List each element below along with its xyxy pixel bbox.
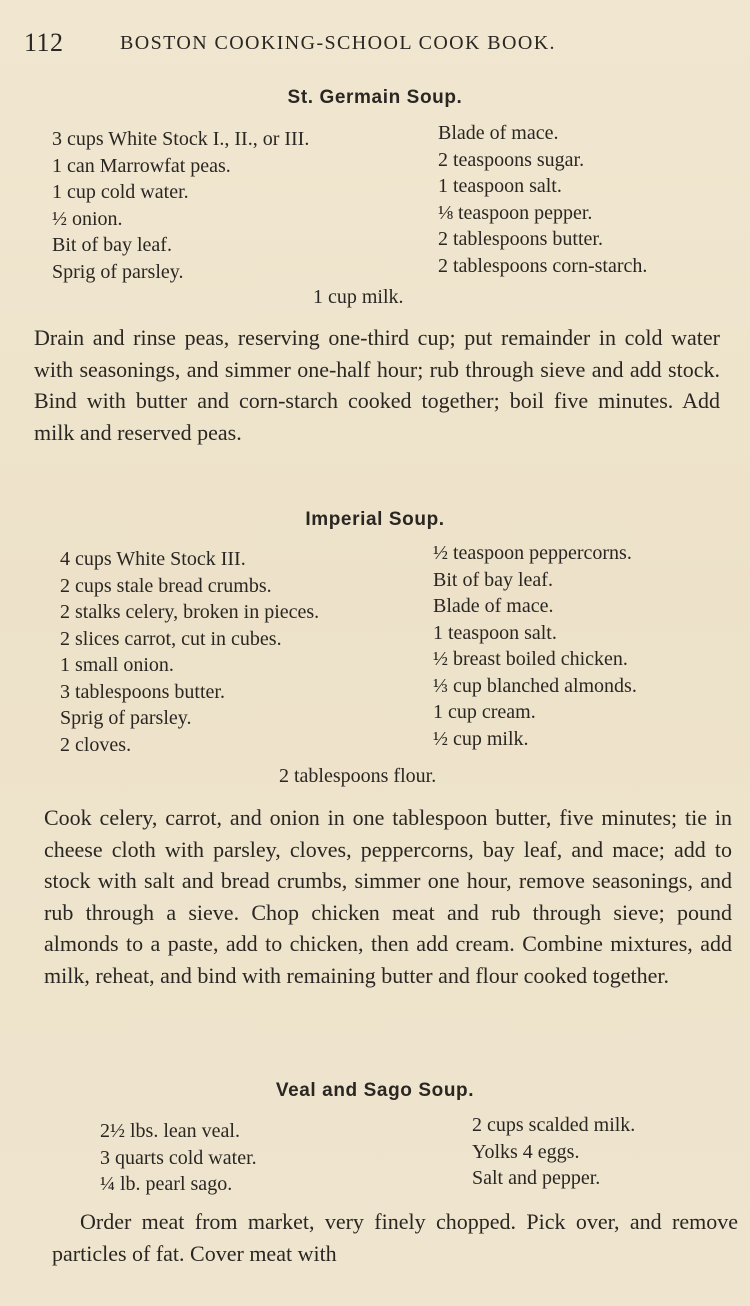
ingredient-item: Sprig of parsley.: [52, 260, 184, 283]
ingredient-item: 2 cups stale bread crumbs.: [60, 574, 272, 597]
ingredient-item: 3 tablespoons butter.: [60, 680, 225, 703]
ingredient-item: 1 small onion.: [60, 654, 174, 676]
ingredient-item: ⅛ teaspoon pepper.: [438, 201, 593, 224]
ingredient-item: 2 tablespoons butter.: [438, 228, 603, 250]
recipe-title-veal-sago: Veal and Sago Soup.: [275, 1080, 475, 1101]
imperial-method: Cook celery, carrot, and onion in one tablespoon butter, five minutes; tie in cheese cloth with parsley, cloves, peppercorns, bay leaf, and mace; add to stock with salt and bread crumbs, simmer one hour, remove seasonings, and rub through a sieve. Chop chicken meat and rub through sieve; pound almonds to a paste, add to chicken, then add cream. Combine mixtures, add milk, reheat, and bind with remaining butter and flour cooked together.: [44, 805, 732, 988]
ingredient-item: 2 cups scalded milk.: [472, 1114, 636, 1136]
st-germain-ingredients-right: [438, 120, 647, 279]
ingredient-item: 1 teaspoon salt.: [433, 621, 557, 644]
ingredient-item: 3 quarts cold water.: [100, 1146, 257, 1169]
ingredient-item: Bit of bay leaf.: [52, 234, 172, 256]
ingredient-item: 2 tablespoons corn-starch.: [438, 254, 648, 277]
ingredient-item: 1 can Marrowfat peas.: [52, 154, 231, 177]
st-germain-ingredients-left: [52, 126, 309, 285]
ingredient-item: Salt and pepper.: [472, 1167, 601, 1189]
ingredient-item: Blade of mace.: [438, 122, 559, 144]
ingredient-item: ½ breast boiled chicken.: [433, 648, 628, 670]
imperial-ingredients-right: [433, 540, 637, 752]
ingredient-item: 1 cup cream.: [433, 701, 536, 723]
imperial-ingredients-left: [60, 546, 319, 758]
page-number: 112: [24, 28, 64, 57]
ingredient-item: ½ cup milk.: [433, 727, 529, 750]
ingredient-item: Bit of bay leaf.: [433, 568, 553, 591]
imperial-centered-ingredient: 2 tablespoons flour.: [279, 765, 437, 787]
ingredient-item: 2 stalks celery, broken in pieces.: [60, 601, 320, 623]
ingredient-item: ½ onion.: [52, 207, 123, 230]
veal-sago-ingredients-left: [100, 1118, 257, 1198]
recipe-title-st-germain: St. Germain Soup.: [287, 87, 463, 108]
page-header: [24, 28, 724, 60]
ingredient-item: ½ teaspoon peppercorns.: [433, 542, 632, 564]
ingredient-item: 1 teaspoon salt.: [438, 175, 562, 197]
veal-sago-method: Order meat from market, very finely chopped. Pick over, and remove particles of fat. Cover meat with: [52, 1209, 738, 1266]
ingredient-item: ⅓ cup blanched almonds.: [433, 674, 637, 697]
veal-sago-ingredients-right: [472, 1112, 635, 1192]
ingredient-item: 2½ lbs. lean veal.: [100, 1120, 240, 1142]
ingredient-item: 2 slices carrot, cut in cubes.: [60, 627, 282, 650]
ingredient-item: 2 teaspoons sugar.: [438, 148, 585, 171]
ingredient-item: Yolks 4 eggs.: [472, 1140, 580, 1163]
st-germain-centered-ingredient: 1 cup milk.: [313, 286, 404, 308]
ingredient-item: ¼ lb. pearl sago.: [100, 1173, 233, 1195]
st-germain-method: Drain and rinse peas, reserving one-third cup; put remainder in cold water with seasonings, and simmer one-half hour; rub through sieve and add stock. Bind with butter and corn-starch cooked together; boil five minutes. Add milk and reserved peas.: [34, 325, 720, 445]
ingredient-item: 4 cups White Stock III.: [60, 548, 246, 570]
running-title: BOSTON COOKING-SCHOOL COOK BOOK.: [120, 32, 556, 54]
ingredient-item: Sprig of parsley.: [60, 707, 192, 729]
ingredient-item: 3 cups White Stock I., II., or III.: [52, 128, 310, 150]
ingredient-item: 2 cloves.: [60, 733, 132, 756]
ingredient-item: 1 cup cold water.: [52, 181, 189, 203]
ingredient-item: Blade of mace.: [433, 595, 554, 617]
recipe-title-imperial: Imperial Soup.: [305, 509, 445, 530]
